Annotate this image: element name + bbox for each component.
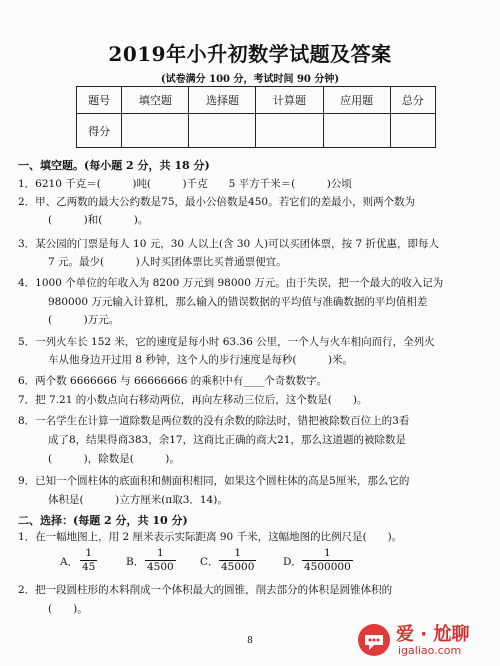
header-cell: 选择题	[189, 87, 256, 114]
question-line: 7．把 7.21 的小数点向右移动两位，再向左移动三位后，这个数是( )。	[18, 394, 368, 406]
header-cell: 题号	[77, 87, 122, 114]
section-heading-choice: 二、选择：(每题 2 分，共 10 分)	[18, 514, 188, 527]
row-label-cell: 得分	[77, 114, 122, 148]
option-label: A．	[60, 556, 79, 568]
page-number: 8	[247, 636, 253, 646]
header-cell: 应用题	[323, 87, 390, 114]
question-line: 4．1000 个单位的年收入为 8200 万元到 98000 万元。由于失误，把一个最大的收入记为	[18, 277, 444, 289]
question-line: ( )，除数是( )。	[48, 453, 180, 465]
question-line: 1．在一幅地图上，用 2 厘米表示实际距离 90 千米，这幅地图的比例尺是( )。	[18, 531, 403, 543]
score-cell	[122, 114, 189, 148]
option-fraction	[302, 547, 353, 574]
score-cell	[189, 114, 256, 148]
chat-bubble-icon	[356, 622, 392, 658]
question-line: 1．6210 千克＝( )吨( )千克 5 平方千米＝( )公顷	[18, 178, 352, 190]
exam-info: (试卷满分 100 分，考试时间 90 分钟)	[160, 74, 340, 85]
question-line: 5．一列火车长 152 米，它的速度是每小时 63.36 公里，一个人与火车相向而行，全列火	[18, 336, 435, 348]
option-fraction	[80, 547, 97, 574]
score-cell	[256, 114, 323, 148]
question-line: 成了8，结果得商383，余17，这商比正确的商大21，那么这道题的被除数是	[48, 434, 406, 446]
header-cell: 填空题	[122, 87, 189, 114]
fraction-numerator: 1	[302, 547, 353, 561]
question-line: 2．把一段圆柱形的木料削成一个体积最大的圆锥，削去部分的体积是圆锥体积的	[18, 584, 393, 596]
option-label: C．	[200, 556, 219, 568]
header-cell: 总分	[390, 87, 435, 114]
option-fraction	[219, 547, 256, 574]
question-line: 2．甲、乙两数的最大公约数是75，最小公倍数是450。若它们的差最小，则两个数为	[18, 196, 416, 208]
score-cell	[390, 114, 435, 148]
question-line: 车从他身边开过用 8 秒钟，这个人的步行速度是每秒( )米。	[48, 354, 354, 366]
question-line: 3．某公园的门票是每人 10 元，30 人以上(含 30 人)可以买团体票，按 7 折优惠，即每人	[18, 238, 439, 250]
fraction-numerator: 1	[145, 547, 176, 561]
question-line: 7 元。最少( )人时买团体票比买普通票便宜。	[48, 256, 287, 268]
question-line: 8．一名学生在计算一道除数是两位数的没有余数的除法时，错把被除数百位上的3看	[18, 415, 410, 427]
fraction-numerator: 1	[80, 547, 97, 561]
question-line: 9．已知一个圆柱体的底面积和侧面积相同，如果这个圆柱体的高是5厘米，那么它的	[18, 475, 410, 487]
watermark-logo	[356, 618, 496, 662]
question-line: ( )。	[48, 603, 88, 615]
fraction-denominator: 4500000	[304, 561, 351, 573]
section-heading-fill-in: 一、填空题。(每小题 2 分，共 18 分)	[18, 159, 210, 172]
fraction-denominator: 45	[82, 561, 96, 573]
option-fraction	[145, 547, 176, 574]
question-line: ( )和( )。	[48, 214, 149, 226]
score-table-score-row	[77, 114, 436, 148]
question-line: 980000 万元输入计算机，那么输入的错误数据的平均值与准确数据的平均值相差	[48, 296, 428, 308]
fraction-denominator: 45000	[221, 561, 255, 573]
fraction-denominator: 4500	[147, 561, 174, 573]
page-title: 2019年小升初数学试题及答案	[108, 42, 392, 66]
question-line: 6．两个数 6666666 与 66666666 的乘积中有____个奇数数字。	[18, 375, 328, 387]
score-table-header-row	[77, 87, 436, 114]
watermark-url: igaliao.com	[398, 644, 462, 657]
watermark-brand: 爱 · 尬聊	[396, 624, 470, 645]
question-line: ( )万元。	[48, 314, 120, 326]
score-cell	[323, 114, 390, 148]
question-line: 体积是( )立方厘米(π取3．14)。	[48, 494, 228, 506]
score-table	[76, 86, 436, 148]
fraction-numerator: 1	[219, 547, 256, 561]
option-label: D．	[283, 556, 302, 568]
header-cell: 计算题	[256, 87, 323, 114]
option-label: B．	[126, 556, 145, 568]
